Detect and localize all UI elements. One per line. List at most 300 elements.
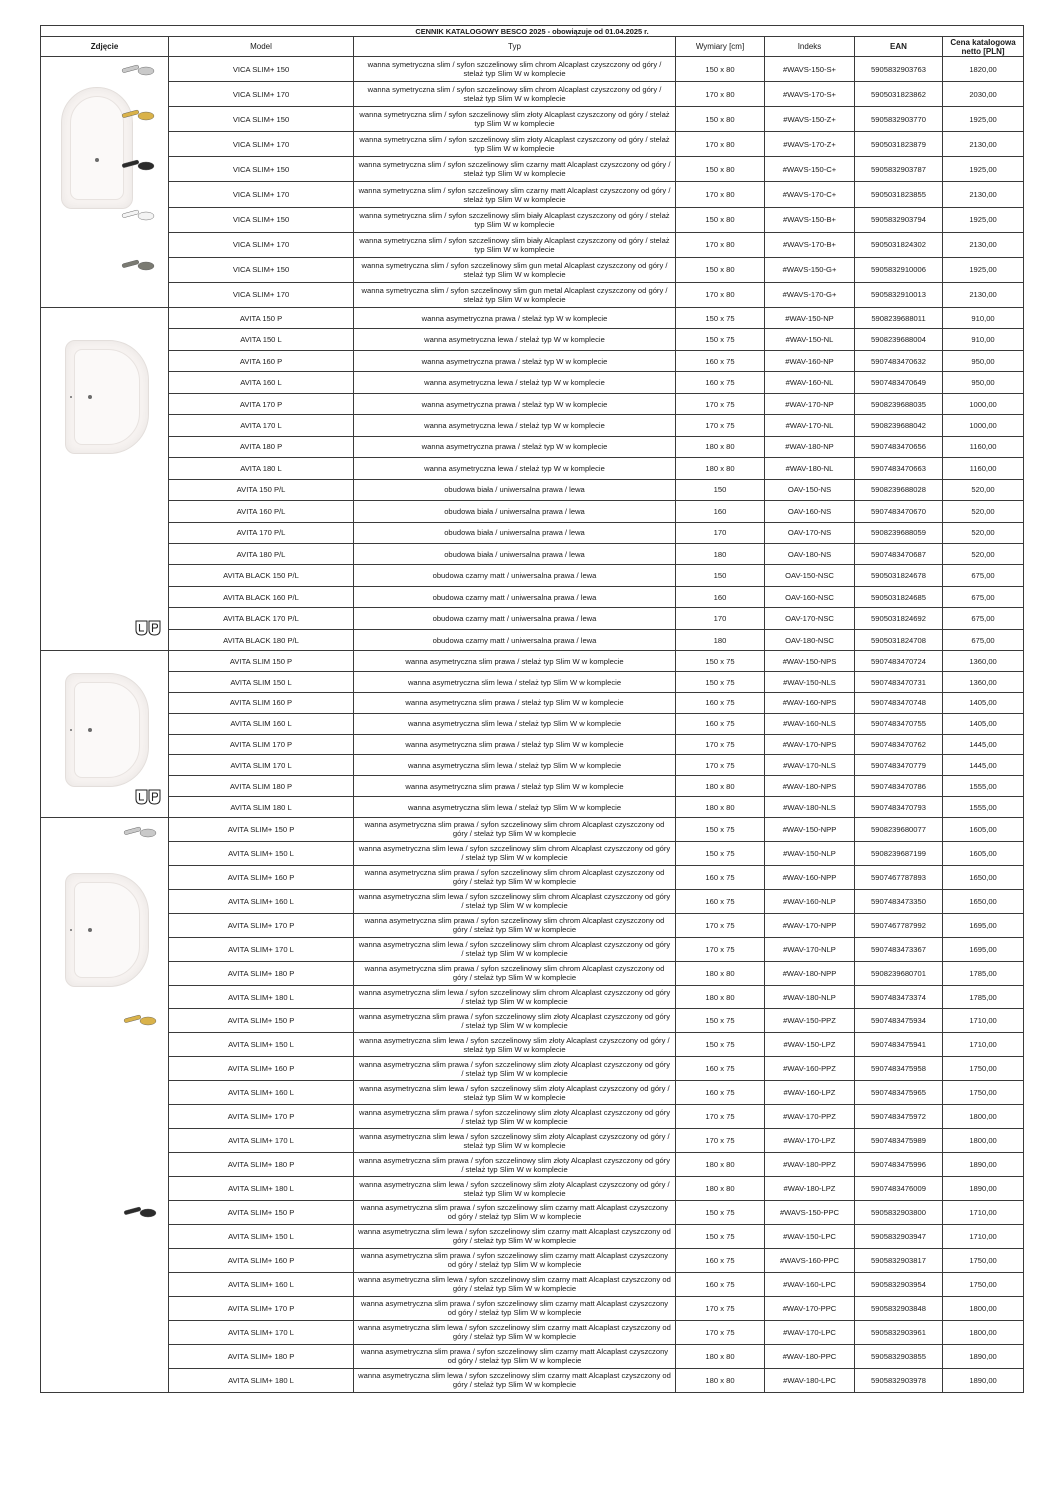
cell-index: #WAV-160-NL	[765, 372, 855, 393]
cell-dims: 150 x 80	[676, 157, 765, 182]
cell-ean: 5907483470632	[855, 350, 943, 371]
cell-index: #WAV-170-NP	[765, 393, 855, 414]
siphon-gold-icon	[121, 109, 155, 121]
cell-dims: 150 x 75	[676, 651, 765, 672]
cell-index: #WAV-180-LPC	[765, 1368, 855, 1392]
cell-model: VICA SLIM+ 150	[169, 207, 354, 232]
cell-model: AVITA 180 P/L	[169, 543, 354, 564]
table-row	[41, 1153, 1024, 1177]
cell-ean: 5907483476009	[855, 1177, 943, 1201]
cell-ean: 5907483475934	[855, 1009, 943, 1033]
cell-index: #WAV-180-NPP	[765, 961, 855, 985]
table-row	[41, 608, 1024, 629]
table-body	[41, 57, 1024, 1393]
overflow-icon	[70, 396, 72, 398]
cell-type: wanna asymetryczna slim prawa / syfon szczelinowy slim czarny matt Alcaplast czyszczony od góry / stelaż typ Slim W w komplecie	[354, 1344, 676, 1368]
table-row	[41, 415, 1024, 436]
cell-model: AVITA 160 L	[169, 372, 354, 393]
cell-dims: 160 x 75	[676, 1081, 765, 1105]
table-row	[41, 1320, 1024, 1344]
cell-index: #WAV-150-NLS	[765, 672, 855, 693]
cell-ean: 5907483470687	[855, 543, 943, 564]
overflow-icon	[70, 729, 72, 731]
cell-dims: 170 x 75	[676, 1296, 765, 1320]
cell-type: wanna asymetryczna slim prawa / stelaż typ Slim W w komplecie	[354, 651, 676, 672]
cell-price: 1890,00	[943, 1153, 1024, 1177]
cell-index: #WAVS-170-G+	[765, 282, 855, 307]
table-row	[41, 132, 1024, 157]
cell-ean: 5905031823879	[855, 132, 943, 157]
table-row	[41, 82, 1024, 107]
cell-dims: 150 x 75	[676, 841, 765, 865]
photo-cell-avita	[41, 308, 169, 651]
cell-ean: 5905832910013	[855, 282, 943, 307]
table-row	[41, 841, 1024, 865]
cell-index: #WAV-150-LPZ	[765, 1033, 855, 1057]
cell-dims: 180 x 80	[676, 776, 765, 797]
cell-ean: 5907483475989	[855, 1129, 943, 1153]
cell-dims: 180 x 80	[676, 1344, 765, 1368]
cell-ean: 5907483470762	[855, 734, 943, 755]
cell-index: #WAV-170-NLS	[765, 755, 855, 776]
cell-index: #WAV-160-NPS	[765, 693, 855, 714]
cell-model: AVITA 180 L	[169, 458, 354, 479]
cell-type: obudowa biała / uniwersalna prawa / lewa	[354, 522, 676, 543]
cell-dims: 160 x 75	[676, 1057, 765, 1081]
cell-ean: 5908239688035	[855, 393, 943, 414]
cell-index: #WAVS-150-Z+	[765, 107, 855, 132]
cell-model: AVITA SLIM+ 180 P	[169, 1153, 354, 1177]
cell-type: wanna asymetryczna slim lewa / syfon szczelinowy slim chrom Alcaplast czyszczony od góry / stelaż typ Slim W w komplecie	[354, 841, 676, 865]
cell-model: VICA SLIM+ 170	[169, 232, 354, 257]
cell-ean: 5907483470656	[855, 436, 943, 457]
cell-model: VICA SLIM+ 150	[169, 257, 354, 282]
cell-model: AVITA SLIM+ 180 P	[169, 1344, 354, 1368]
photo-cell-avita-slim	[41, 651, 169, 818]
cell-price: 2130,00	[943, 182, 1024, 207]
table-row	[41, 797, 1024, 818]
cell-ean: 5905031823855	[855, 182, 943, 207]
cell-price: 1405,00	[943, 693, 1024, 714]
cell-ean: 5908239688028	[855, 479, 943, 500]
cell-index: #WAV-180-NLP	[765, 985, 855, 1009]
cell-price: 1890,00	[943, 1368, 1024, 1392]
cell-price: 520,00	[943, 543, 1024, 564]
cell-index: #WAV-180-NL	[765, 458, 855, 479]
cell-dims: 170 x 80	[676, 232, 765, 257]
cell-type: wanna asymetryczna lewa / stelaż typ W w komplecie	[354, 372, 676, 393]
drain-icon	[95, 158, 99, 162]
cell-model: VICA SLIM+ 170	[169, 282, 354, 307]
cell-type: wanna symetryczna slim / syfon szczelinowy slim czarny matt Alcaplast czyszczony od góry / stelaż typ Slim W w komplecie	[354, 182, 676, 207]
cell-model: AVITA SLIM+ 160 P	[169, 1057, 354, 1081]
siphon-black-icon	[121, 159, 155, 171]
cell-ean: 5905832903787	[855, 157, 943, 182]
cell-price: 2130,00	[943, 132, 1024, 157]
header-index: Indeks	[765, 37, 855, 57]
drain-icon	[88, 928, 92, 932]
cell-model: AVITA SLIM+ 160 L	[169, 889, 354, 913]
cell-ean: 5907483475972	[855, 1105, 943, 1129]
cell-index: #WAV-160-NLP	[765, 889, 855, 913]
cell-index: #WAVS-150-S+	[765, 57, 855, 82]
table-row	[41, 629, 1024, 651]
cell-index: #WAV-180-NP	[765, 436, 855, 457]
cell-price: 1360,00	[943, 651, 1024, 672]
cell-dims: 170 x 80	[676, 82, 765, 107]
cell-ean: 5905832903947	[855, 1224, 943, 1248]
table-row	[41, 755, 1024, 776]
cell-type: wanna asymetryczna slim prawa / syfon szczelinowy slim chrom Alcaplast czyszczony od góry / stelaż typ Slim W w komplecie	[354, 817, 676, 841]
cell-model: VICA SLIM+ 150	[169, 157, 354, 182]
cell-ean: 5905031823862	[855, 82, 943, 107]
cell-ean: 5905832903855	[855, 1344, 943, 1368]
cell-type: wanna symetryczna slim / syfon szczelinowy slim biały Alcaplast czyszczony od góry / stelaż typ Slim W w komplecie	[354, 232, 676, 257]
cell-type: wanna asymetryczna slim lewa / stelaż typ Slim W w komplecie	[354, 713, 676, 734]
cell-price: 1890,00	[943, 1177, 1024, 1201]
cell-dims: 180 x 80	[676, 1153, 765, 1177]
cell-price: 675,00	[943, 565, 1024, 586]
cell-price: 1445,00	[943, 755, 1024, 776]
table-row	[41, 889, 1024, 913]
cell-model: AVITA SLIM+ 150 L	[169, 1224, 354, 1248]
cell-ean: 5905832903954	[855, 1272, 943, 1296]
table-row	[41, 1248, 1024, 1272]
cell-index: #WAV-150-NPP	[765, 817, 855, 841]
cell-model: AVITA SLIM+ 180 L	[169, 1368, 354, 1392]
cell-model: AVITA BLACK 160 P/L	[169, 586, 354, 607]
cell-price: 1750,00	[943, 1248, 1024, 1272]
table-row	[41, 436, 1024, 457]
table-row	[41, 1105, 1024, 1129]
bathtub-image	[65, 673, 149, 787]
cell-model: AVITA SLIM+ 150 P	[169, 1200, 354, 1224]
cell-price: 1605,00	[943, 817, 1024, 841]
cell-model: AVITA SLIM+ 180 L	[169, 985, 354, 1009]
cell-ean: 5905031824685	[855, 586, 943, 607]
cell-price: 1160,00	[943, 458, 1024, 479]
cell-dims: 160 x 75	[676, 713, 765, 734]
cell-type: wanna symetryczna slim / syfon szczelinowy slim złoty Alcaplast czyszczony od góry / stelaż typ Slim W w komplecie	[354, 132, 676, 157]
cell-model: AVITA SLIM+ 170 P	[169, 1105, 354, 1129]
cell-index: #WAV-170-LPC	[765, 1320, 855, 1344]
cell-dims: 170 x 75	[676, 393, 765, 414]
cell-ean: 5905832910006	[855, 257, 943, 282]
cell-ean: 5905832903794	[855, 207, 943, 232]
cell-index: #WAV-170-NPP	[765, 913, 855, 937]
cell-model: AVITA BLACK 170 P/L	[169, 608, 354, 629]
cell-ean: 5905031824678	[855, 565, 943, 586]
cell-price: 950,00	[943, 350, 1024, 371]
cell-type: obudowa czarny matt / uniwersalna prawa / lewa	[354, 565, 676, 586]
cell-ean: 5907483470670	[855, 501, 943, 522]
cell-type: wanna asymetryczna prawa / stelaż typ W w komplecie	[354, 350, 676, 371]
table-row	[41, 282, 1024, 307]
cell-ean: 5907483473374	[855, 985, 943, 1009]
cell-model: AVITA SLIM+ 170 L	[169, 1320, 354, 1344]
table-row	[41, 586, 1024, 607]
cell-type: wanna asymetryczna slim lewa / stelaż typ Slim W w komplecie	[354, 797, 676, 818]
cell-price: 1405,00	[943, 713, 1024, 734]
cell-type: wanna asymetryczna slim lewa / stelaż typ Slim W w komplecie	[354, 672, 676, 693]
siphon-gunmetal-icon	[121, 259, 155, 271]
cell-model: AVITA SLIM+ 170 L	[169, 937, 354, 961]
cell-ean: 5907483475958	[855, 1057, 943, 1081]
cell-type: obudowa czarny matt / uniwersalna prawa / lewa	[354, 629, 676, 651]
cell-index: OAV-180-NSC	[765, 629, 855, 651]
cell-index: OAV-160-NS	[765, 501, 855, 522]
cell-dims: 170 x 75	[676, 734, 765, 755]
cell-type: wanna asymetryczna slim lewa / syfon szczelinowy slim złoty Alcaplast czyszczony od góry / stelaż typ Slim W w komplecie	[354, 1033, 676, 1057]
cell-index: #WAV-160-PPZ	[765, 1057, 855, 1081]
table-row	[41, 1057, 1024, 1081]
photo-cell-vica-slim-plus	[41, 57, 169, 308]
table-row	[41, 257, 1024, 282]
cell-ean: 5907483470755	[855, 713, 943, 734]
cell-price: 1750,00	[943, 1057, 1024, 1081]
cell-type: wanna asymetryczna prawa / stelaż typ W w komplecie	[354, 436, 676, 457]
table-row	[41, 961, 1024, 985]
cell-index: #WAVS-170-B+	[765, 232, 855, 257]
cell-ean: 5905832903961	[855, 1320, 943, 1344]
cell-type: obudowa czarny matt / uniwersalna prawa / lewa	[354, 586, 676, 607]
table-row	[41, 672, 1024, 693]
cell-price: 520,00	[943, 501, 1024, 522]
cell-index: OAV-150-NSC	[765, 565, 855, 586]
table-row	[41, 913, 1024, 937]
table-row	[41, 157, 1024, 182]
cell-type: wanna asymetryczna slim lewa / syfon szczelinowy slim czarny matt Alcaplast czyszczony od góry / stelaż typ Slim W w komplecie	[354, 1272, 676, 1296]
cell-price: 1555,00	[943, 797, 1024, 818]
table-row	[41, 937, 1024, 961]
cell-dims: 170 x 80	[676, 282, 765, 307]
cell-model: VICA SLIM+ 150	[169, 107, 354, 132]
siphon-black-icon	[123, 1206, 157, 1218]
cell-price: 1710,00	[943, 1200, 1024, 1224]
cell-type: wanna asymetryczna lewa / stelaż typ W w komplecie	[354, 329, 676, 350]
cell-model: AVITA 160 P	[169, 350, 354, 371]
cell-index: #WAV-160-NP	[765, 350, 855, 371]
cell-index: #WAVS-150-G+	[765, 257, 855, 282]
cell-price: 1710,00	[943, 1009, 1024, 1033]
cell-model: AVITA SLIM+ 150 P	[169, 1009, 354, 1033]
table-row	[41, 308, 1024, 329]
cell-model: AVITA SLIM+ 150 L	[169, 841, 354, 865]
cell-type: wanna asymetryczna slim lewa / syfon szczelinowy slim złoty Alcaplast czyszczony od góry / stelaż typ Slim W w komplecie	[354, 1081, 676, 1105]
cell-ean: 5907483475996	[855, 1153, 943, 1177]
cell-dims: 170 x 75	[676, 1105, 765, 1129]
cell-dims: 170	[676, 608, 765, 629]
cell-index: #WAVS-170-C+	[765, 182, 855, 207]
cell-ean: 5907483470748	[855, 693, 943, 714]
header-dims: Wymiary [cm]	[676, 37, 765, 57]
table-row	[41, 817, 1024, 841]
cell-type: wanna symetryczna slim / syfon szczelinowy slim chrom Alcaplast czyszczony od góry / stelaż typ Slim W w komplecie	[354, 82, 676, 107]
table-row	[41, 1224, 1024, 1248]
cell-index: #WAV-170-NL	[765, 415, 855, 436]
cell-dims: 170 x 75	[676, 1129, 765, 1153]
cell-price: 1000,00	[943, 393, 1024, 414]
cell-ean: 5905031824692	[855, 608, 943, 629]
table-row	[41, 522, 1024, 543]
cell-dims: 160	[676, 586, 765, 607]
cell-model: AVITA SLIM 170 P	[169, 734, 354, 755]
cell-type: wanna asymetryczna slim prawa / stelaż typ Slim W w komplecie	[354, 776, 676, 797]
cell-type: wanna asymetryczna slim prawa / stelaż typ Slim W w komplecie	[354, 734, 676, 755]
cell-index: #WAV-160-NLS	[765, 713, 855, 734]
cell-type: wanna asymetryczna slim prawa / syfon szczelinowy slim chrom Alcaplast czyszczony od góry / stelaż typ Slim W w komplecie	[354, 961, 676, 985]
cell-price: 2130,00	[943, 282, 1024, 307]
cell-dims: 150	[676, 565, 765, 586]
cell-ean: 5907483473367	[855, 937, 943, 961]
cell-ean: 5905832903763	[855, 57, 943, 82]
cell-index: OAV-170-NS	[765, 522, 855, 543]
cell-price: 1445,00	[943, 734, 1024, 755]
cell-type: wanna symetryczna slim / syfon szczelinowy slim chrom Alcaplast czyszczony od góry / stelaż typ Slim W w komplecie	[354, 57, 676, 82]
cell-price: 520,00	[943, 479, 1024, 500]
cell-price: 950,00	[943, 372, 1024, 393]
cell-model: AVITA SLIM+ 170 P	[169, 913, 354, 937]
siphon-white-icon	[121, 209, 155, 221]
cell-ean: 5907467787992	[855, 913, 943, 937]
cell-index: #WAV-180-PPZ	[765, 1153, 855, 1177]
cell-model: AVITA SLIM+ 180 L	[169, 1177, 354, 1201]
cell-ean: 5907483470724	[855, 651, 943, 672]
cell-index: OAV-170-NSC	[765, 608, 855, 629]
cell-dims: 150 x 75	[676, 1200, 765, 1224]
table-row	[41, 776, 1024, 797]
cell-ean: 5907483470779	[855, 755, 943, 776]
table-row	[41, 372, 1024, 393]
cell-type: wanna symetryczna slim / syfon szczelinowy slim złoty Alcaplast czyszczony od góry / stelaż typ Slim W w komplecie	[354, 107, 676, 132]
cell-ean: 5907483475941	[855, 1033, 943, 1057]
table-row	[41, 565, 1024, 586]
cell-model: VICA SLIM+ 170	[169, 132, 354, 157]
cell-type: wanna asymetryczna slim lewa / syfon szczelinowy slim chrom Alcaplast czyszczony od góry / stelaż typ Slim W w komplecie	[354, 985, 676, 1009]
cell-type: wanna asymetryczna slim lewa / syfon szczelinowy slim chrom Alcaplast czyszczony od góry / stelaż typ Slim W w komplecie	[354, 937, 676, 961]
cell-price: 1800,00	[943, 1105, 1024, 1129]
cell-dims: 150 x 80	[676, 107, 765, 132]
cell-dims: 160 x 75	[676, 865, 765, 889]
cell-index: #WAV-170-NPS	[765, 734, 855, 755]
cell-type: obudowa biała / uniwersalna prawa / lewa	[354, 543, 676, 564]
cell-type: wanna asymetryczna slim prawa / stelaż typ Slim W w komplecie	[354, 693, 676, 714]
cell-model: AVITA 160 P/L	[169, 501, 354, 522]
cell-type: obudowa biała / uniwersalna prawa / lewa	[354, 479, 676, 500]
cell-ean: 5908239688011	[855, 308, 943, 329]
table-row	[41, 865, 1024, 889]
table-row	[41, 1177, 1024, 1201]
cell-price: 1925,00	[943, 207, 1024, 232]
cell-dims: 170 x 80	[676, 132, 765, 157]
cell-ean: 5905832903817	[855, 1248, 943, 1272]
cell-model: AVITA SLIM 160 L	[169, 713, 354, 734]
cell-index: #WAV-180-PPC	[765, 1344, 855, 1368]
cell-type: wanna asymetryczna slim prawa / syfon szczelinowy slim złoty Alcaplast czyszczony od góry / stelaż typ Slim W w komplecie	[354, 1009, 676, 1033]
table-row	[41, 501, 1024, 522]
cell-dims: 150 x 75	[676, 329, 765, 350]
table-row	[41, 458, 1024, 479]
cell-price: 2130,00	[943, 232, 1024, 257]
cell-dims: 180 x 80	[676, 985, 765, 1009]
cell-type: wanna symetryczna slim / syfon szczelinowy slim gun metal Alcaplast czyszczony od góry / stelaż typ Slim W w komplecie	[354, 257, 676, 282]
table-row	[41, 1081, 1024, 1105]
cell-type: wanna asymetryczna lewa / stelaż typ W w komplecie	[354, 458, 676, 479]
cell-dims: 160 x 75	[676, 350, 765, 371]
table-row	[41, 350, 1024, 371]
cell-model: AVITA SLIM+ 170 P	[169, 1296, 354, 1320]
cell-type: wanna asymetryczna slim prawa / syfon szczelinowy slim chrom Alcaplast czyszczony od góry / stelaż typ Slim W w komplecie	[354, 913, 676, 937]
header-type: Typ	[354, 37, 676, 57]
cell-price: 1695,00	[943, 937, 1024, 961]
cell-dims: 150 x 75	[676, 672, 765, 693]
cell-dims: 160 x 75	[676, 693, 765, 714]
cell-index: #WAVS-150-PPC	[765, 1200, 855, 1224]
cell-type: wanna symetryczna slim / syfon szczelinowy slim gun metal Alcaplast czyszczony od góry / stelaż typ Slim W w komplecie	[354, 282, 676, 307]
cell-index: #WAV-180-LPZ	[765, 1177, 855, 1201]
table-row	[41, 1009, 1024, 1033]
cell-model: AVITA SLIM+ 150 L	[169, 1033, 354, 1057]
cell-price: 675,00	[943, 629, 1024, 651]
cell-dims: 160 x 75	[676, 889, 765, 913]
cell-dims: 150 x 75	[676, 817, 765, 841]
cell-model: AVITA SLIM 150 L	[169, 672, 354, 693]
cell-ean: 5907483470663	[855, 458, 943, 479]
cell-price: 1160,00	[943, 436, 1024, 457]
table-row	[41, 651, 1024, 672]
cell-index: #WAVS-160-PPC	[765, 1248, 855, 1272]
cell-ean: 5905832903770	[855, 107, 943, 132]
cell-model: AVITA SLIM+ 170 L	[169, 1129, 354, 1153]
cell-dims: 160 x 75	[676, 1272, 765, 1296]
table-row	[41, 479, 1024, 500]
table-row	[41, 1368, 1024, 1392]
cell-index: #WAVS-170-Z+	[765, 132, 855, 157]
cell-dims: 170 x 80	[676, 182, 765, 207]
cell-type: wanna asymetryczna slim lewa / syfon szczelinowy slim chrom Alcaplast czyszczony od góry / stelaż typ Slim W w komplecie	[354, 889, 676, 913]
cell-index: #WAV-150-LPC	[765, 1224, 855, 1248]
cell-price: 1820,00	[943, 57, 1024, 82]
cell-index: #WAVS-150-C+	[765, 157, 855, 182]
cell-index: OAV-150-NS	[765, 479, 855, 500]
cell-ean: 5907483473350	[855, 889, 943, 913]
cell-dims: 180	[676, 543, 765, 564]
cell-model: AVITA SLIM 170 L	[169, 755, 354, 776]
cell-index: #WAV-180-NPS	[765, 776, 855, 797]
cell-index: OAV-180-NS	[765, 543, 855, 564]
cell-dims: 150 x 75	[676, 1033, 765, 1057]
cell-price: 1800,00	[943, 1320, 1024, 1344]
table-row	[41, 985, 1024, 1009]
cell-model: AVITA SLIM 150 P	[169, 651, 354, 672]
cell-type: obudowa czarny matt / uniwersalna prawa / lewa	[354, 608, 676, 629]
cell-model: AVITA SLIM 180 L	[169, 797, 354, 818]
overflow-icon	[70, 929, 72, 931]
cell-price: 1710,00	[943, 1224, 1024, 1248]
siphon-chrome-icon	[121, 64, 155, 76]
left-right-icon	[135, 620, 161, 636]
table-row	[41, 1344, 1024, 1368]
cell-model: AVITA 170 P/L	[169, 522, 354, 543]
cell-dims: 170 x 75	[676, 415, 765, 436]
cell-dims: 150 x 80	[676, 257, 765, 282]
cell-dims: 170 x 75	[676, 755, 765, 776]
cell-dims: 180 x 80	[676, 1368, 765, 1392]
cell-type: wanna asymetryczna slim prawa / syfon szczelinowy slim złoty Alcaplast czyszczony od góry / stelaż typ Slim W w komplecie	[354, 1057, 676, 1081]
cell-dims: 180 x 80	[676, 797, 765, 818]
cell-index: #WAV-150-PPZ	[765, 1009, 855, 1033]
cell-price: 910,00	[943, 308, 1024, 329]
